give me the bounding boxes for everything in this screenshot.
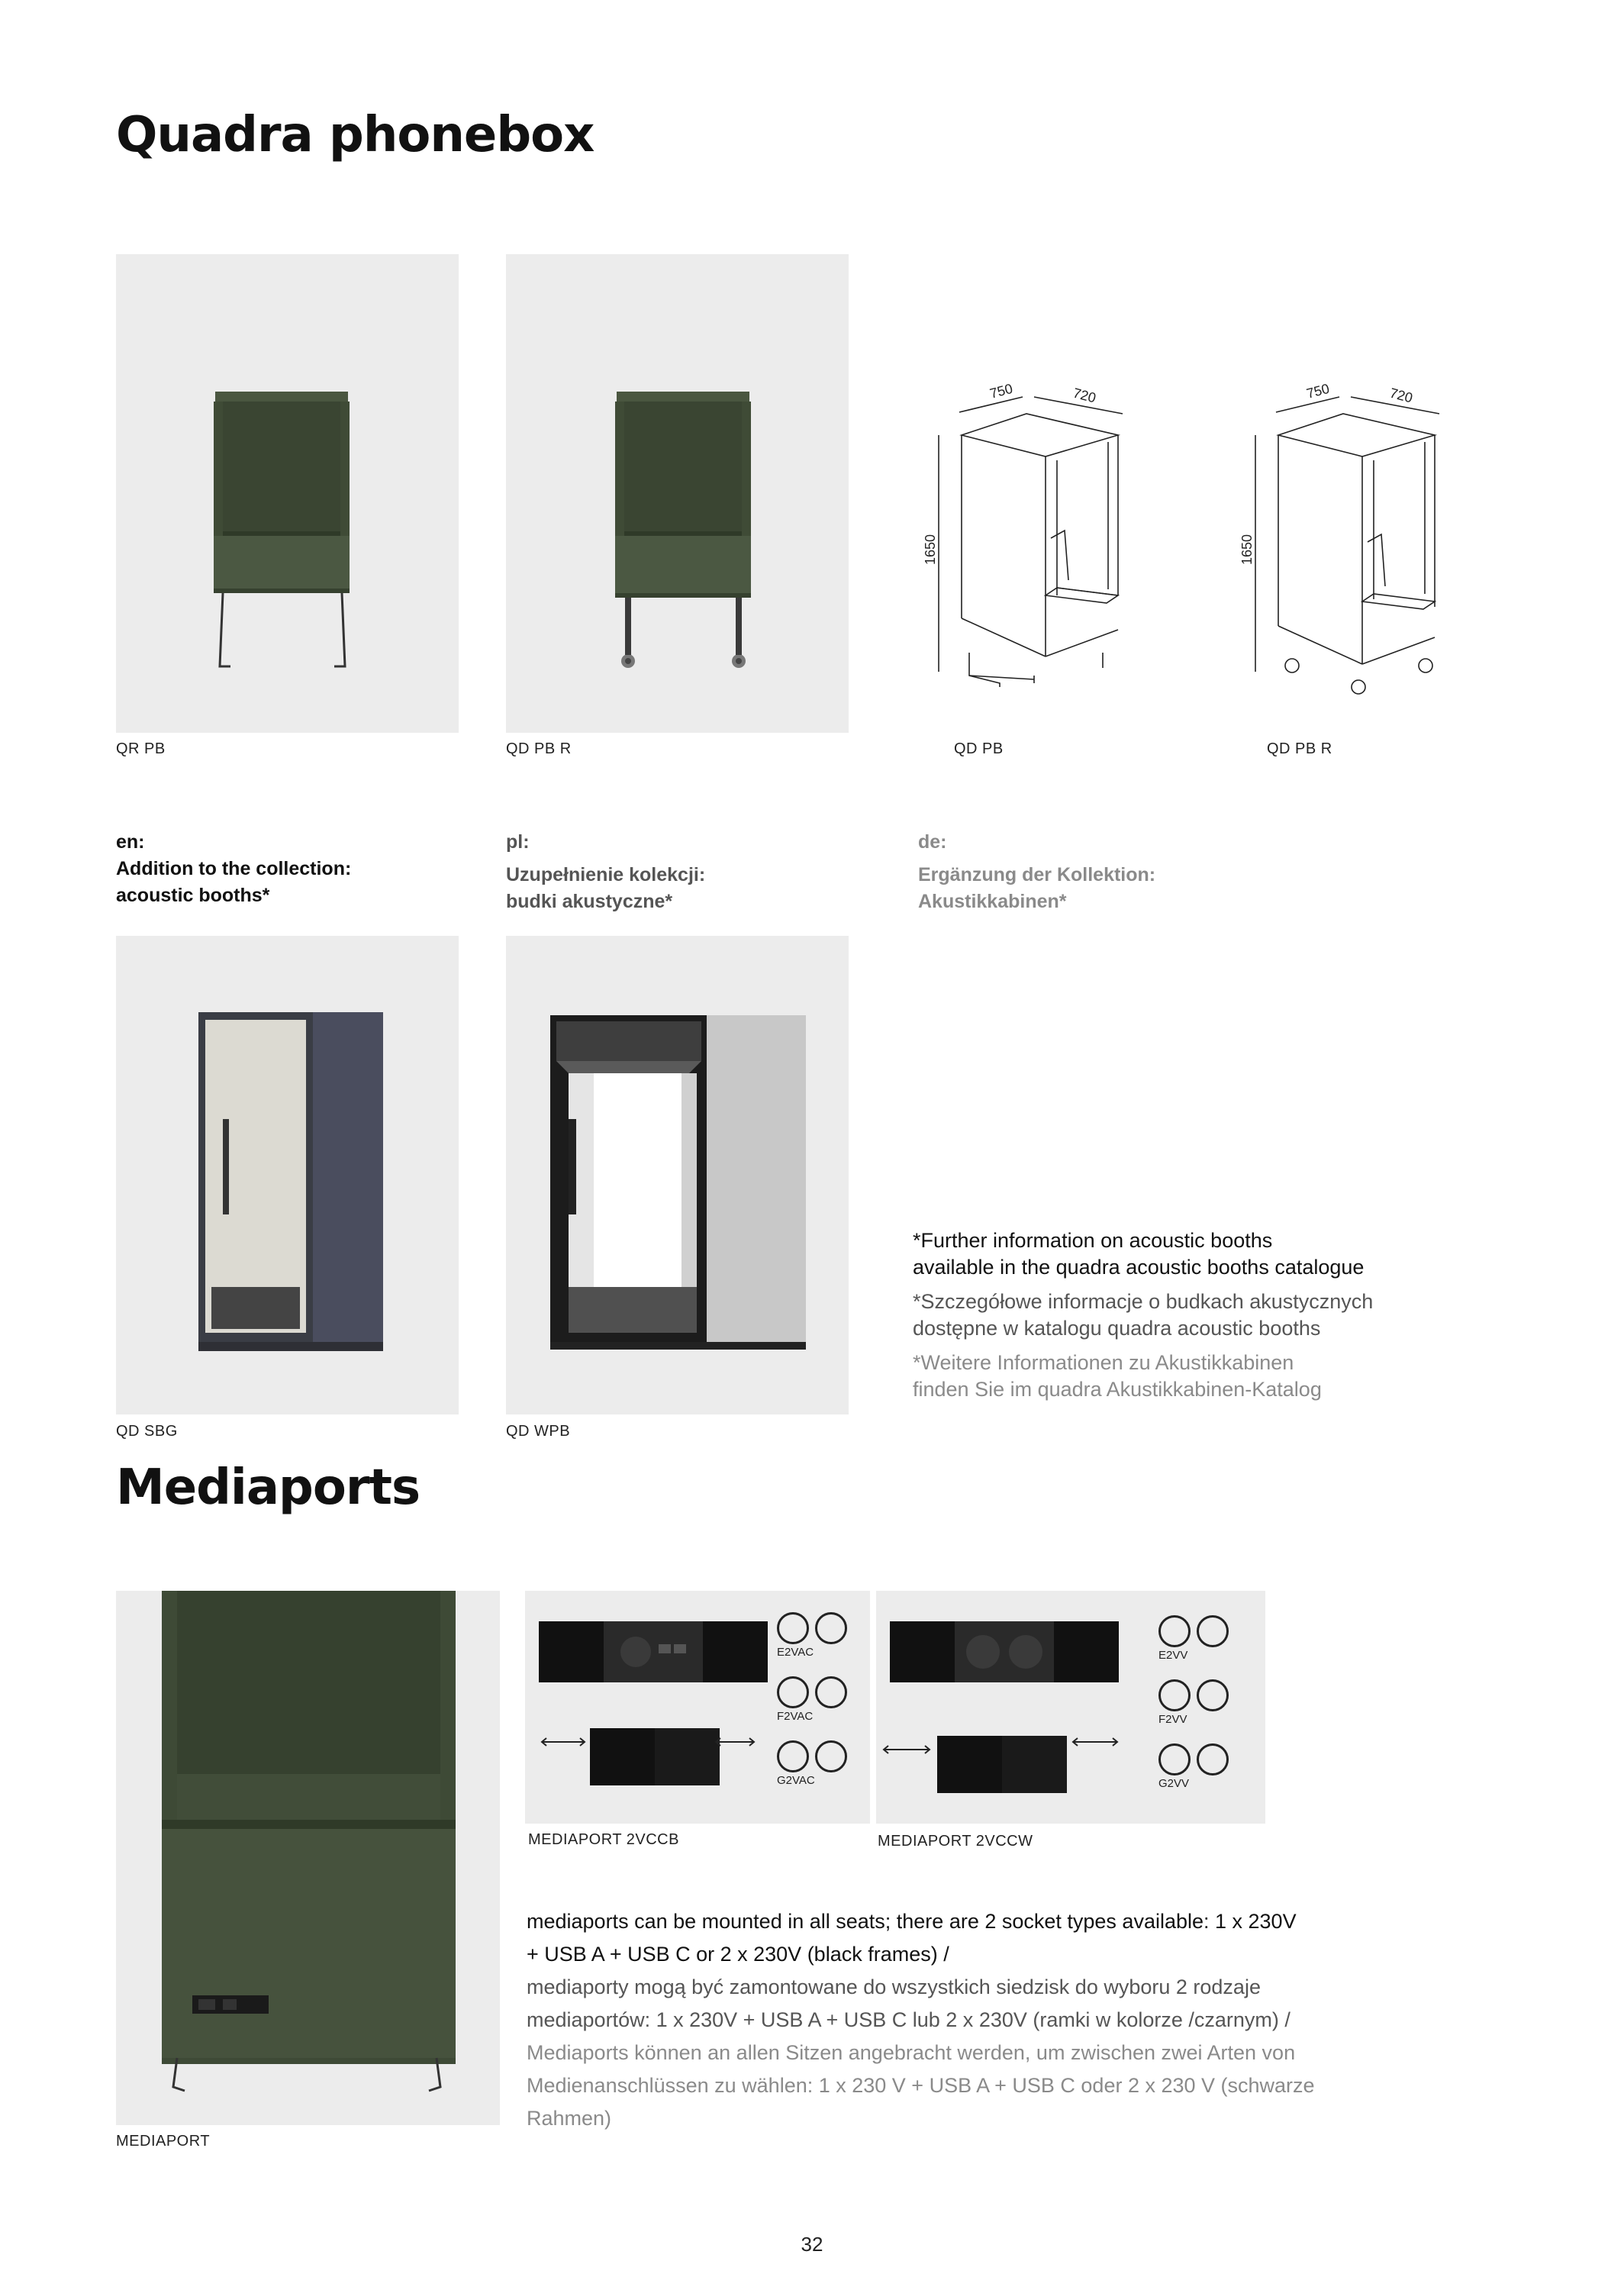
lang-block-de	[918, 829, 1155, 915]
mediaport-de-line3: Rahmen)	[527, 2107, 612, 2130]
socket-label-g2vac: G2VAC	[777, 1774, 815, 1787]
lang-code-pl: pl:	[506, 831, 530, 853]
mediaport-de-line1: Mediaports können an allen Sitzen angebracht werden, um zwischen zwei Arten von	[527, 2041, 1296, 2064]
mediaport-description	[527, 1905, 1442, 2135]
page-number: 32	[801, 2233, 823, 2256]
lang-code-en: en:	[116, 831, 145, 853]
drawing-width-label: 750	[988, 380, 1015, 402]
page-title: Quadra phonebox	[116, 107, 594, 163]
product-image-qd-sbg	[116, 936, 459, 1414]
technical-drawing-qd-pb	[912, 366, 1156, 718]
lang-en-line2: acoustic booths*	[116, 885, 270, 906]
lang-de-line1: Ergänzung der Kollektion:	[918, 864, 1156, 885]
lang-de-line2: Akustikkabinen*	[918, 891, 1067, 912]
caption-qd-pb-r: QD PB R	[506, 740, 572, 757]
product-image-qd-pb-r	[506, 254, 849, 733]
lang-code-de: de:	[918, 831, 947, 853]
technical-drawing-qd-pb-r	[1229, 366, 1473, 718]
drawing-width-label: 750	[1304, 380, 1332, 402]
section-title-mediaports: Mediaports	[116, 1459, 420, 1516]
drawing-height-label: 1650	[1239, 534, 1255, 565]
socket-g2vac-icon	[777, 1740, 809, 1772]
socket-label-f2vv: F2VV	[1158, 1713, 1187, 1726]
socket-label-e2vac: E2VAC	[777, 1646, 814, 1659]
mediaport-de-line2: Medienanschlüssen zu wählen: 1 x 230 V + USB A + USB C oder 2 x 230 V (schwarze	[527, 2074, 1315, 2097]
mediaport-pl-line1: mediaporty mogą być zamontowane do wszystkich siedzisk do wyboru 2 rodzaje	[527, 1976, 1261, 1998]
socket-f2vac-icon	[777, 1676, 809, 1708]
footnote-de-line1: *Weitere Informationen zu Akustikkabinen	[913, 1351, 1294, 1374]
footnote-en-line1: *Further information on acoustic booths	[913, 1229, 1273, 1252]
caption-qd-wpb: QD WPB	[506, 1423, 571, 1440]
product-image-qd-wpb	[506, 936, 849, 1414]
socket-g2vv-icon	[1158, 1743, 1191, 1776]
lang-block-pl	[506, 829, 705, 915]
caption-qd-pb-r-drawing: QD PB R	[1267, 740, 1332, 757]
caption-qr-pb: QR PB	[116, 740, 166, 757]
mediaport-2vccw-diagram	[876, 1591, 1265, 1824]
socket-label-g2vv: G2VV	[1158, 1777, 1190, 1790]
drawing-height-label: 1650	[923, 534, 938, 565]
footnote-de-line2: finden Sie im quadra Akustikkabinen-Katalog	[913, 1378, 1322, 1401]
caption-qd-pb-drawing: QD PB	[954, 740, 1004, 757]
lang-pl-line2: budki akustyczne*	[506, 891, 673, 912]
mediaport-2vccb-diagram	[525, 1591, 870, 1824]
usb-icon	[815, 1740, 847, 1772]
lang-en-line1: Addition to the collection:	[116, 858, 352, 879]
mediaport-pl-line2: mediaportów: 1 x 230V + USB A + USB C lub 2 x 230V (ramki w kolorze /czarnym) /	[527, 2008, 1290, 2031]
footnote-en-line2: available in the quadra acoustic booths catalogue	[913, 1256, 1365, 1279]
caption-mediaport: MEDIAPORT	[116, 2133, 211, 2150]
footnote-pl-line1: *Szczegółowe informacje o budkach akustycznych	[913, 1290, 1374, 1313]
caption-qd-sbg: QD SBG	[116, 1423, 178, 1440]
product-image-mediaport	[116, 1591, 500, 2125]
footnote	[913, 1227, 1373, 1403]
mediaport-en-line2: + USB A + USB C or 2 x 230V (black frames) /	[527, 1943, 949, 1966]
lang-pl-line1: Uzupełnienie kolekcji:	[506, 864, 706, 885]
product-image-qr-pb	[116, 254, 459, 733]
socket-g2vv-icon	[1197, 1743, 1229, 1776]
socket-f2vv-icon	[1158, 1679, 1191, 1711]
caption-mediaport-2vccw: MEDIAPORT 2VCCW	[878, 1833, 1033, 1850]
socket-label-e2vv: E2VV	[1158, 1649, 1188, 1662]
lang-block-en	[116, 829, 351, 909]
footnote-pl-line2: dostępne w katalogu quadra acoustic booths	[913, 1317, 1321, 1340]
socket-e2vac-icon	[777, 1612, 809, 1644]
socket-f2vv-icon	[1197, 1679, 1229, 1711]
drawing-depth-label: 720	[1071, 385, 1098, 406]
mediaport-en-line1: mediaports can be mounted in all seats; there are 2 socket types available: 1 x 230V	[527, 1910, 1297, 1933]
socket-label-f2vac: F2VAC	[777, 1710, 814, 1723]
usb-icon	[815, 1612, 847, 1644]
drawing-depth-label: 720	[1387, 385, 1415, 406]
caption-mediaport-2vccb: MEDIAPORT 2VCCB	[528, 1831, 679, 1848]
usb-icon	[815, 1676, 847, 1708]
socket-e2vv-icon	[1158, 1615, 1191, 1647]
socket-e2vv-icon	[1197, 1615, 1229, 1647]
